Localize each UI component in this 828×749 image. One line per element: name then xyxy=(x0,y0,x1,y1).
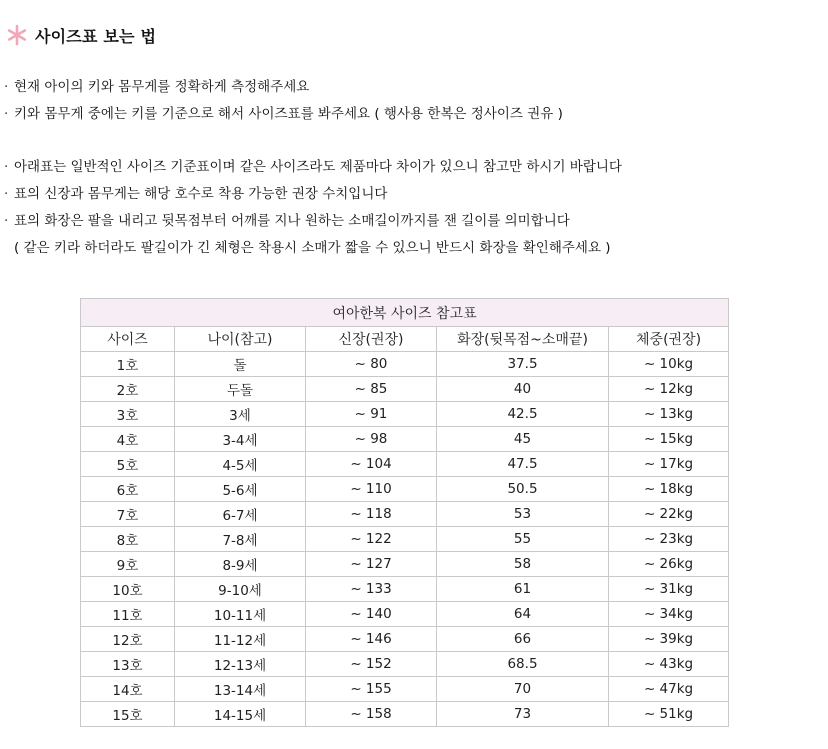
cell-sleeve: 58 xyxy=(437,552,609,577)
cell-sleeve: 66 xyxy=(437,627,609,652)
cell-age: 9-10세 xyxy=(175,577,306,602)
table-title: 여아한복 사이즈 참고표 xyxy=(81,299,729,327)
table-row xyxy=(81,702,729,727)
cell-size: 11호 xyxy=(81,602,175,627)
table-row xyxy=(81,477,729,502)
cell-size: 9호 xyxy=(81,552,175,577)
cell-weight: ~ 12kg xyxy=(609,377,729,402)
cell-height: ~ 146 xyxy=(306,627,437,652)
cell-weight: ~ 10kg xyxy=(609,352,729,377)
table-row xyxy=(81,652,729,677)
note-text: ( 같은 키라 하더라도 팔길이가 긴 체형은 착용시 소매가 짧을 수 있으니 반드시 화장을 확인해주세요 ) xyxy=(14,240,611,256)
cell-weight: ~ 31kg xyxy=(609,577,729,602)
cell-age: 7-8세 xyxy=(175,527,306,552)
cell-age: 13-14세 xyxy=(175,677,306,702)
cell-size: 15호 xyxy=(81,702,175,727)
asterisk-icon xyxy=(6,24,28,46)
cell-size: 4호 xyxy=(81,427,175,452)
cell-weight: ~ 26kg xyxy=(609,552,729,577)
note-text: 키와 몸무게 중에는 키를 기준으로 해서 사이즈표를 봐주세요 ( 행사용 한복은 정사이즈 권유 ) xyxy=(14,106,563,122)
cell-size: 7호 xyxy=(81,502,175,527)
cell-size: 8호 xyxy=(81,527,175,552)
cell-sleeve: 64 xyxy=(437,602,609,627)
cell-sleeve: 45 xyxy=(437,427,609,452)
cell-age: 6-7세 xyxy=(175,502,306,527)
cell-height: ~ 110 xyxy=(306,477,437,502)
column-header-sleeve: 화장(뒷목점~소매끝) xyxy=(437,327,609,352)
cell-size: 5호 xyxy=(81,452,175,477)
cell-sleeve: 50.5 xyxy=(437,477,609,502)
note-text: 현재 아이의 키와 몸무게를 정확하게 측정해주세요 xyxy=(14,79,310,95)
cell-height: ~ 122 xyxy=(306,527,437,552)
note-item xyxy=(4,154,824,181)
section-header xyxy=(6,20,156,50)
note-text: 표의 화장은 팔을 내리고 뒷목점부터 어깨를 지나 원하는 소매길이까지를 잰 길이를 의미합니다 xyxy=(14,213,570,229)
note-item xyxy=(4,74,824,101)
cell-age: 10-11세 xyxy=(175,602,306,627)
cell-size: 13호 xyxy=(81,652,175,677)
cell-age: 돌 xyxy=(175,352,306,377)
cell-age: 두돌 xyxy=(175,377,306,402)
table-row xyxy=(81,527,729,552)
table-row xyxy=(81,377,729,402)
cell-age: 14-15세 xyxy=(175,702,306,727)
instruction-notes xyxy=(4,74,824,262)
cell-age: 11-12세 xyxy=(175,627,306,652)
cell-size: 14호 xyxy=(81,677,175,702)
cell-size: 10호 xyxy=(81,577,175,602)
cell-height: ~ 155 xyxy=(306,677,437,702)
bullet: · xyxy=(4,159,9,175)
column-header-height: 신장(권장) xyxy=(306,327,437,352)
table-row xyxy=(81,427,729,452)
cell-height: ~ 104 xyxy=(306,452,437,477)
cell-sleeve: 61 xyxy=(437,577,609,602)
note-item xyxy=(4,101,824,128)
note-text: 표의 신장과 몸무게는 해당 호수로 착용 가능한 권장 수치입니다 xyxy=(14,186,388,202)
cell-size: 6호 xyxy=(81,477,175,502)
column-header-size: 사이즈 xyxy=(81,327,175,352)
cell-size: 2호 xyxy=(81,377,175,402)
cell-sleeve: 53 xyxy=(437,502,609,527)
column-header-weight: 체중(권장) xyxy=(609,327,729,352)
table-body xyxy=(81,352,729,727)
table-row xyxy=(81,602,729,627)
cell-weight: ~ 47kg xyxy=(609,677,729,702)
cell-height: ~ 91 xyxy=(306,402,437,427)
table-row xyxy=(81,352,729,377)
cell-weight: ~ 39kg xyxy=(609,627,729,652)
cell-sleeve: 40 xyxy=(437,377,609,402)
cell-weight: ~ 17kg xyxy=(609,452,729,477)
cell-size: 1호 xyxy=(81,352,175,377)
table-row xyxy=(81,502,729,527)
cell-weight: ~ 34kg xyxy=(609,602,729,627)
cell-weight: ~ 23kg xyxy=(609,527,729,552)
bullet: · xyxy=(4,186,9,202)
cell-sleeve: 70 xyxy=(437,677,609,702)
cell-weight: ~ 13kg xyxy=(609,402,729,427)
cell-size: 12호 xyxy=(81,627,175,652)
cell-sleeve: 47.5 xyxy=(437,452,609,477)
table-header-row xyxy=(81,327,729,352)
cell-sleeve: 73 xyxy=(437,702,609,727)
cell-age: 8-9세 xyxy=(175,552,306,577)
note-item xyxy=(4,208,824,235)
cell-height: ~ 140 xyxy=(306,602,437,627)
note-item xyxy=(4,235,824,262)
cell-weight: ~ 22kg xyxy=(609,502,729,527)
cell-height: ~ 152 xyxy=(306,652,437,677)
size-chart-table xyxy=(80,298,729,727)
cell-weight: ~ 18kg xyxy=(609,477,729,502)
cell-height: ~ 80 xyxy=(306,352,437,377)
cell-height: ~ 98 xyxy=(306,427,437,452)
note-item xyxy=(4,181,824,208)
cell-weight: ~ 43kg xyxy=(609,652,729,677)
cell-height: ~ 127 xyxy=(306,552,437,577)
cell-sleeve: 37.5 xyxy=(437,352,609,377)
page-title: 사이즈표 보는 법 xyxy=(35,26,157,46)
cell-weight: ~ 51kg xyxy=(609,702,729,727)
table-row xyxy=(81,552,729,577)
cell-height: ~ 85 xyxy=(306,377,437,402)
cell-sleeve: 55 xyxy=(437,527,609,552)
bullet: · xyxy=(4,213,9,229)
cell-sleeve: 68.5 xyxy=(437,652,609,677)
cell-size: 3호 xyxy=(81,402,175,427)
table-row xyxy=(81,402,729,427)
cell-age: 4-5세 xyxy=(175,452,306,477)
cell-age: 5-6세 xyxy=(175,477,306,502)
bullet: · xyxy=(4,79,9,95)
table-row xyxy=(81,627,729,652)
cell-weight: ~ 15kg xyxy=(609,427,729,452)
column-header-age: 나이(참고) xyxy=(175,327,306,352)
cell-height: ~ 133 xyxy=(306,577,437,602)
cell-sleeve: 42.5 xyxy=(437,402,609,427)
cell-height: ~ 158 xyxy=(306,702,437,727)
cell-height: ~ 118 xyxy=(306,502,437,527)
table-row xyxy=(81,577,729,602)
table-row xyxy=(81,677,729,702)
table-row xyxy=(81,452,729,477)
cell-age: 3세 xyxy=(175,402,306,427)
bullet: · xyxy=(4,106,9,122)
note-text: 아래표는 일반적인 사이즈 기준표이며 같은 사이즈라도 제품마다 차이가 있으니 참고만 하시기 바랍니다 xyxy=(14,159,622,175)
cell-age: 3-4세 xyxy=(175,427,306,452)
cell-age: 12-13세 xyxy=(175,652,306,677)
